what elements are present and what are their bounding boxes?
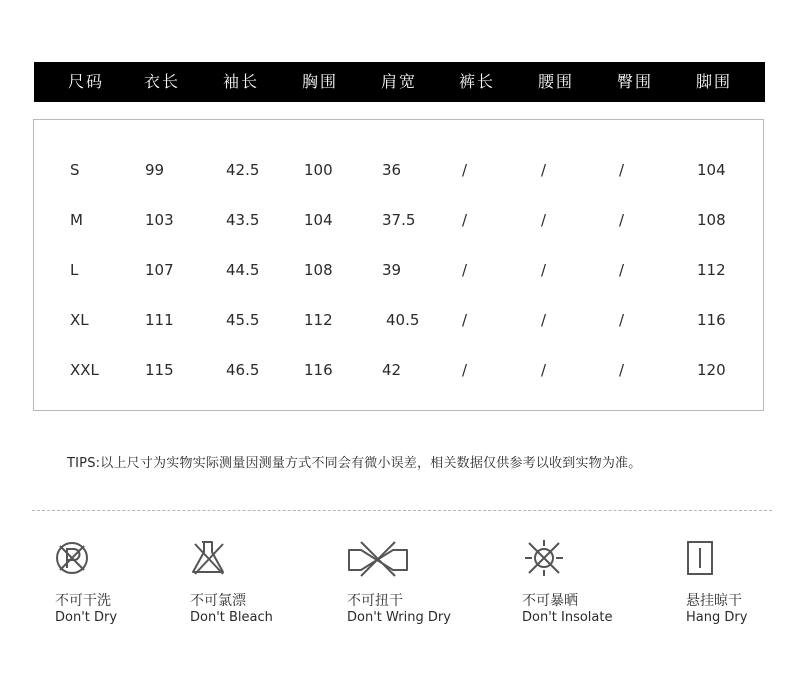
care-label-en: Don't Bleach <box>190 610 273 625</box>
care-item-no-bleach <box>190 538 330 625</box>
table-cell: 104 <box>697 161 726 179</box>
table-cell: / <box>619 161 625 179</box>
table-cell: 100 <box>304 161 333 179</box>
table-cell: 40.5 <box>386 311 420 329</box>
care-label-zh: 悬挂晾干 <box>686 593 742 609</box>
table-cell: 104 <box>304 211 333 229</box>
care-label-zh: 不可氯漂 <box>190 593 246 609</box>
care-item-no-wring <box>347 538 487 625</box>
table-cell: M <box>70 211 83 229</box>
table-cell: 107 <box>145 261 174 279</box>
table-cell: / <box>541 311 547 329</box>
table-cell: / <box>462 261 468 279</box>
table-cell: / <box>462 211 468 229</box>
table-cell: 39 <box>382 261 402 279</box>
table-cell: / <box>541 361 547 379</box>
table-cell: / <box>619 361 625 379</box>
care-label-zh: 不可暴晒 <box>522 593 578 609</box>
table-cell: 116 <box>304 361 333 379</box>
table-cell: XXL <box>70 361 99 379</box>
care-label-en: Hang Dry <box>686 610 748 625</box>
table-cell: / <box>619 261 625 279</box>
table-cell: 108 <box>304 261 333 279</box>
care-item-hang-dry <box>686 538 790 625</box>
table-cell: 42.5 <box>226 161 260 179</box>
care-item-no-sun-dry <box>522 538 662 625</box>
table-cell: 111 <box>145 311 174 329</box>
table-cell: S <box>70 161 80 179</box>
table-cell: 108 <box>697 211 726 229</box>
no-sun-dry-icon <box>522 538 566 578</box>
table-cell: L <box>70 261 79 279</box>
header-waist: 腰围 <box>538 72 575 91</box>
tips-note: TIPS:以上尺寸为实物实际测量因测量方式不同会有微小误差，相关数据仅供参考以收到实物为准。 <box>67 456 642 471</box>
table-cell: 112 <box>304 311 333 329</box>
care-label-en: Don't Wring Dry <box>347 610 451 625</box>
no-dry-clean-icon <box>55 538 91 578</box>
header-pants-length: 裤长 <box>459 72 496 91</box>
care-item-no-dry-clean <box>55 538 195 625</box>
size-table-body <box>33 119 764 411</box>
table-cell: / <box>619 211 625 229</box>
header-length: 衣长 <box>144 72 181 91</box>
size-table-header <box>34 62 765 102</box>
header-hip: 臀围 <box>617 72 654 91</box>
table-cell: XL <box>70 311 89 329</box>
table-cell: / <box>541 211 547 229</box>
table-cell: 120 <box>697 361 726 379</box>
care-label-zh: 不可干洗 <box>55 593 111 609</box>
header-shoulder: 肩宽 <box>381 72 418 91</box>
table-cell: 45.5 <box>226 311 260 329</box>
header-sleeve: 袖长 <box>223 72 260 91</box>
table-cell: 37.5 <box>382 211 416 229</box>
table-cell: / <box>462 161 468 179</box>
table-cell: / <box>462 311 468 329</box>
header-hem: 脚围 <box>696 72 733 91</box>
hang-dry-icon <box>686 538 716 578</box>
table-cell: 42 <box>382 361 402 379</box>
care-label-zh: 不可扭干 <box>347 593 403 609</box>
table-cell: 36 <box>382 161 402 179</box>
table-cell: / <box>619 311 625 329</box>
table-cell: / <box>541 261 547 279</box>
table-cell: 46.5 <box>226 361 260 379</box>
care-label-en: Don't Insolate <box>522 610 613 625</box>
table-cell: 44.5 <box>226 261 260 279</box>
table-cell: 116 <box>697 311 726 329</box>
no-bleach-icon <box>190 538 230 578</box>
no-wring-icon <box>347 538 411 578</box>
table-cell: 99 <box>145 161 165 179</box>
table-cell: 103 <box>145 211 174 229</box>
care-label-en: Don't Dry <box>55 610 118 625</box>
header-size: 尺码 <box>68 72 105 91</box>
dashed-divider <box>32 510 772 511</box>
table-cell: / <box>462 361 468 379</box>
table-cell: 43.5 <box>226 211 260 229</box>
table-cell: 115 <box>145 361 174 379</box>
header-chest: 胸围 <box>302 72 339 91</box>
table-cell: / <box>541 161 547 179</box>
table-cell: 112 <box>697 261 726 279</box>
